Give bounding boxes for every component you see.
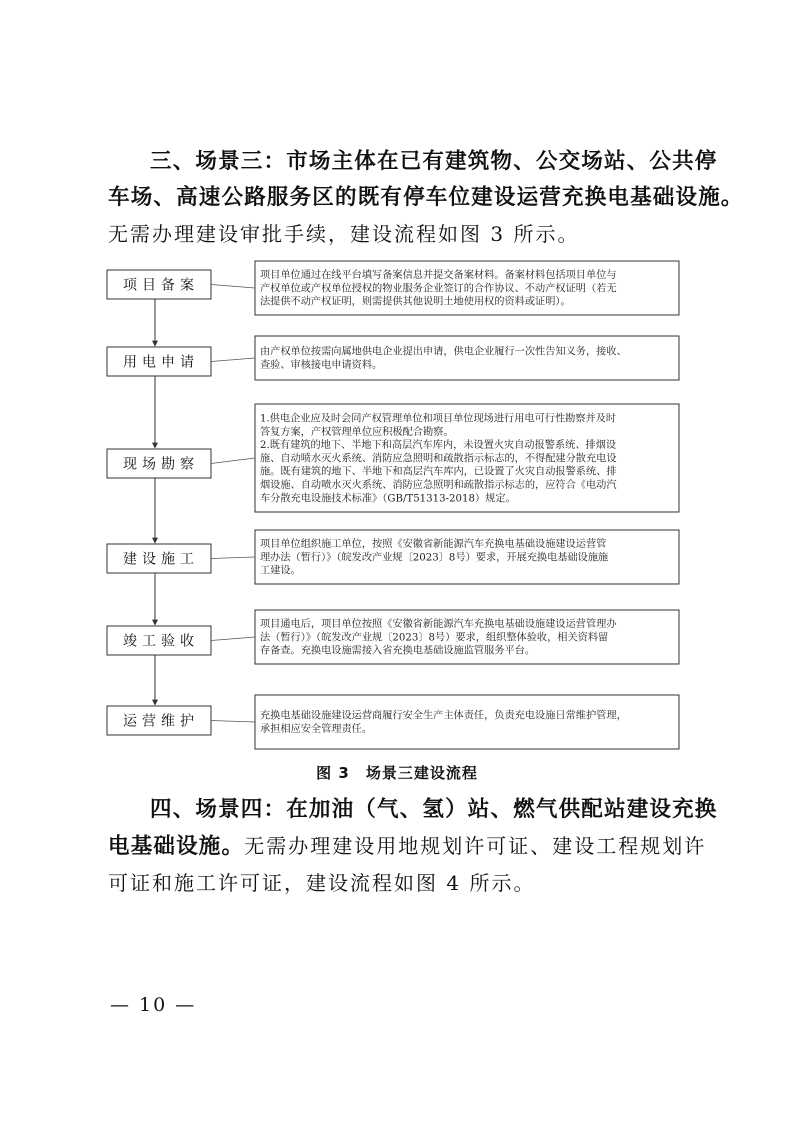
- step-label: 现场勘察: [123, 456, 199, 473]
- step-description-line: 理办法（暂行）》（皖发改产业规〔2023〕8号）要求，开展充换电基础设施施: [260, 552, 609, 564]
- connector-line: [211, 285, 255, 289]
- step-description-line: 承担相应安全管理责任。: [260, 724, 373, 735]
- step-description-line: 产权单位或产权单位授权的物业服务企业签订的合作协议、不动产权证明（若无: [260, 283, 617, 295]
- step-description-line: 由产权单位按需向属地供电企业提出申请，供电企业履行一次性告知义务，接收、: [260, 346, 627, 358]
- connector-line: [211, 721, 255, 723]
- step-label: 竣工验收: [123, 633, 199, 650]
- step-description-line: 法（暂行）》（皖发改产业规〔2023〕8号）要求，组织整体验收，相关资料留: [260, 632, 609, 644]
- step-description-line: 项目单位通过在线平台填写备案信息并提交备案材料。备案材料包括项目单位与: [260, 270, 617, 282]
- step-description-line: 答复方案，产权管理单位应积极配合勘察。: [260, 426, 454, 438]
- step-description-line: 车分散充电设施技术标准》（GB/T51313-2018）规定。: [260, 493, 516, 505]
- step-label: 项目备案: [123, 277, 199, 294]
- step-description-line: 法提供不动产权证明，则需提供其他说明土地使用权的资料或证明）。: [260, 296, 571, 308]
- section3-body-line: 无需办理建设审批手续，建设流程如图 3 所示。: [108, 222, 580, 246]
- step-description-line: 施。既有建筑的地下、半地下和高层汽车库内，已设置了火灾自动报警系统、排: [260, 466, 617, 478]
- connector-line: [211, 557, 255, 559]
- page-number: — 10 —: [110, 994, 197, 1016]
- connector-line: [211, 458, 255, 464]
- step-description-line: 施、自动喷水灭火系统、消防应急照明和疏散指示标志的，不得配建分散充电设: [260, 453, 617, 465]
- connector-line: [211, 637, 255, 641]
- section4-heading-line1: 四、场景四：在加油（气、氢）站、燃气供配站建设充换: [150, 797, 718, 822]
- step-description-line: 1.供电企业应及时会同产权管理单位和项目单位现场进行用电可行性勘察并及时: [260, 413, 617, 425]
- step-description-line: 项目通电后，项目单位按照《安徽省新能源汽车充换电基础设施建设运营管理办: [260, 619, 617, 631]
- step-description-line: 项目单位组织施工单位，按照《安徽省新能源汽车充换电基础设施建设运营管: [260, 539, 607, 551]
- step-description-box: [255, 336, 679, 380]
- step-description-line: 烟设施、自动喷水灭火系统、消防应急照明和疏散指示标志的，应符合《电动汽: [260, 479, 617, 491]
- step-description-line: 2.既有建筑的地下、半地下和高层汽车库内，未设置火灾自动报警系统、排烟设: [260, 440, 617, 452]
- section4-line2-normal: 无需办理建设用地规划许可证、建设工程规划许: [244, 834, 707, 858]
- section4-paragraph: [108, 795, 718, 898]
- step-description-box: [255, 695, 679, 749]
- section3-heading-line1: 三、场景三：市场主体在已有建筑物、公交场站、公共停: [150, 149, 718, 174]
- connector-line: [211, 358, 255, 362]
- step-label: 建设施工: [123, 551, 199, 568]
- step-label: 运营维护: [123, 713, 199, 730]
- step-label: 用电申请: [123, 354, 199, 371]
- step-description-line: 查验、审核接电申请资料。: [260, 360, 383, 371]
- section3-heading-line2: 车场、高速公路服务区的既有停车位建设运营充换电基础设施。: [108, 185, 744, 210]
- section4-line2-bold: 电基础设施。: [108, 834, 245, 859]
- section4-line3: 可证和施工许可证，建设流程如图 4 所示。: [108, 871, 536, 895]
- step-description-line: 充换电基础设施建设运营商履行安全生产主体责任，负责充电设施日常维护管理，: [260, 710, 627, 722]
- section4-line2: [108, 831, 707, 862]
- figure-caption: 图 3 场景三建设流程: [316, 764, 478, 782]
- step-description-line: 存备查。充换电设施需接入省充换电基础设施监管服务平台。: [260, 645, 536, 657]
- step-description-line: 工建设。: [260, 565, 301, 577]
